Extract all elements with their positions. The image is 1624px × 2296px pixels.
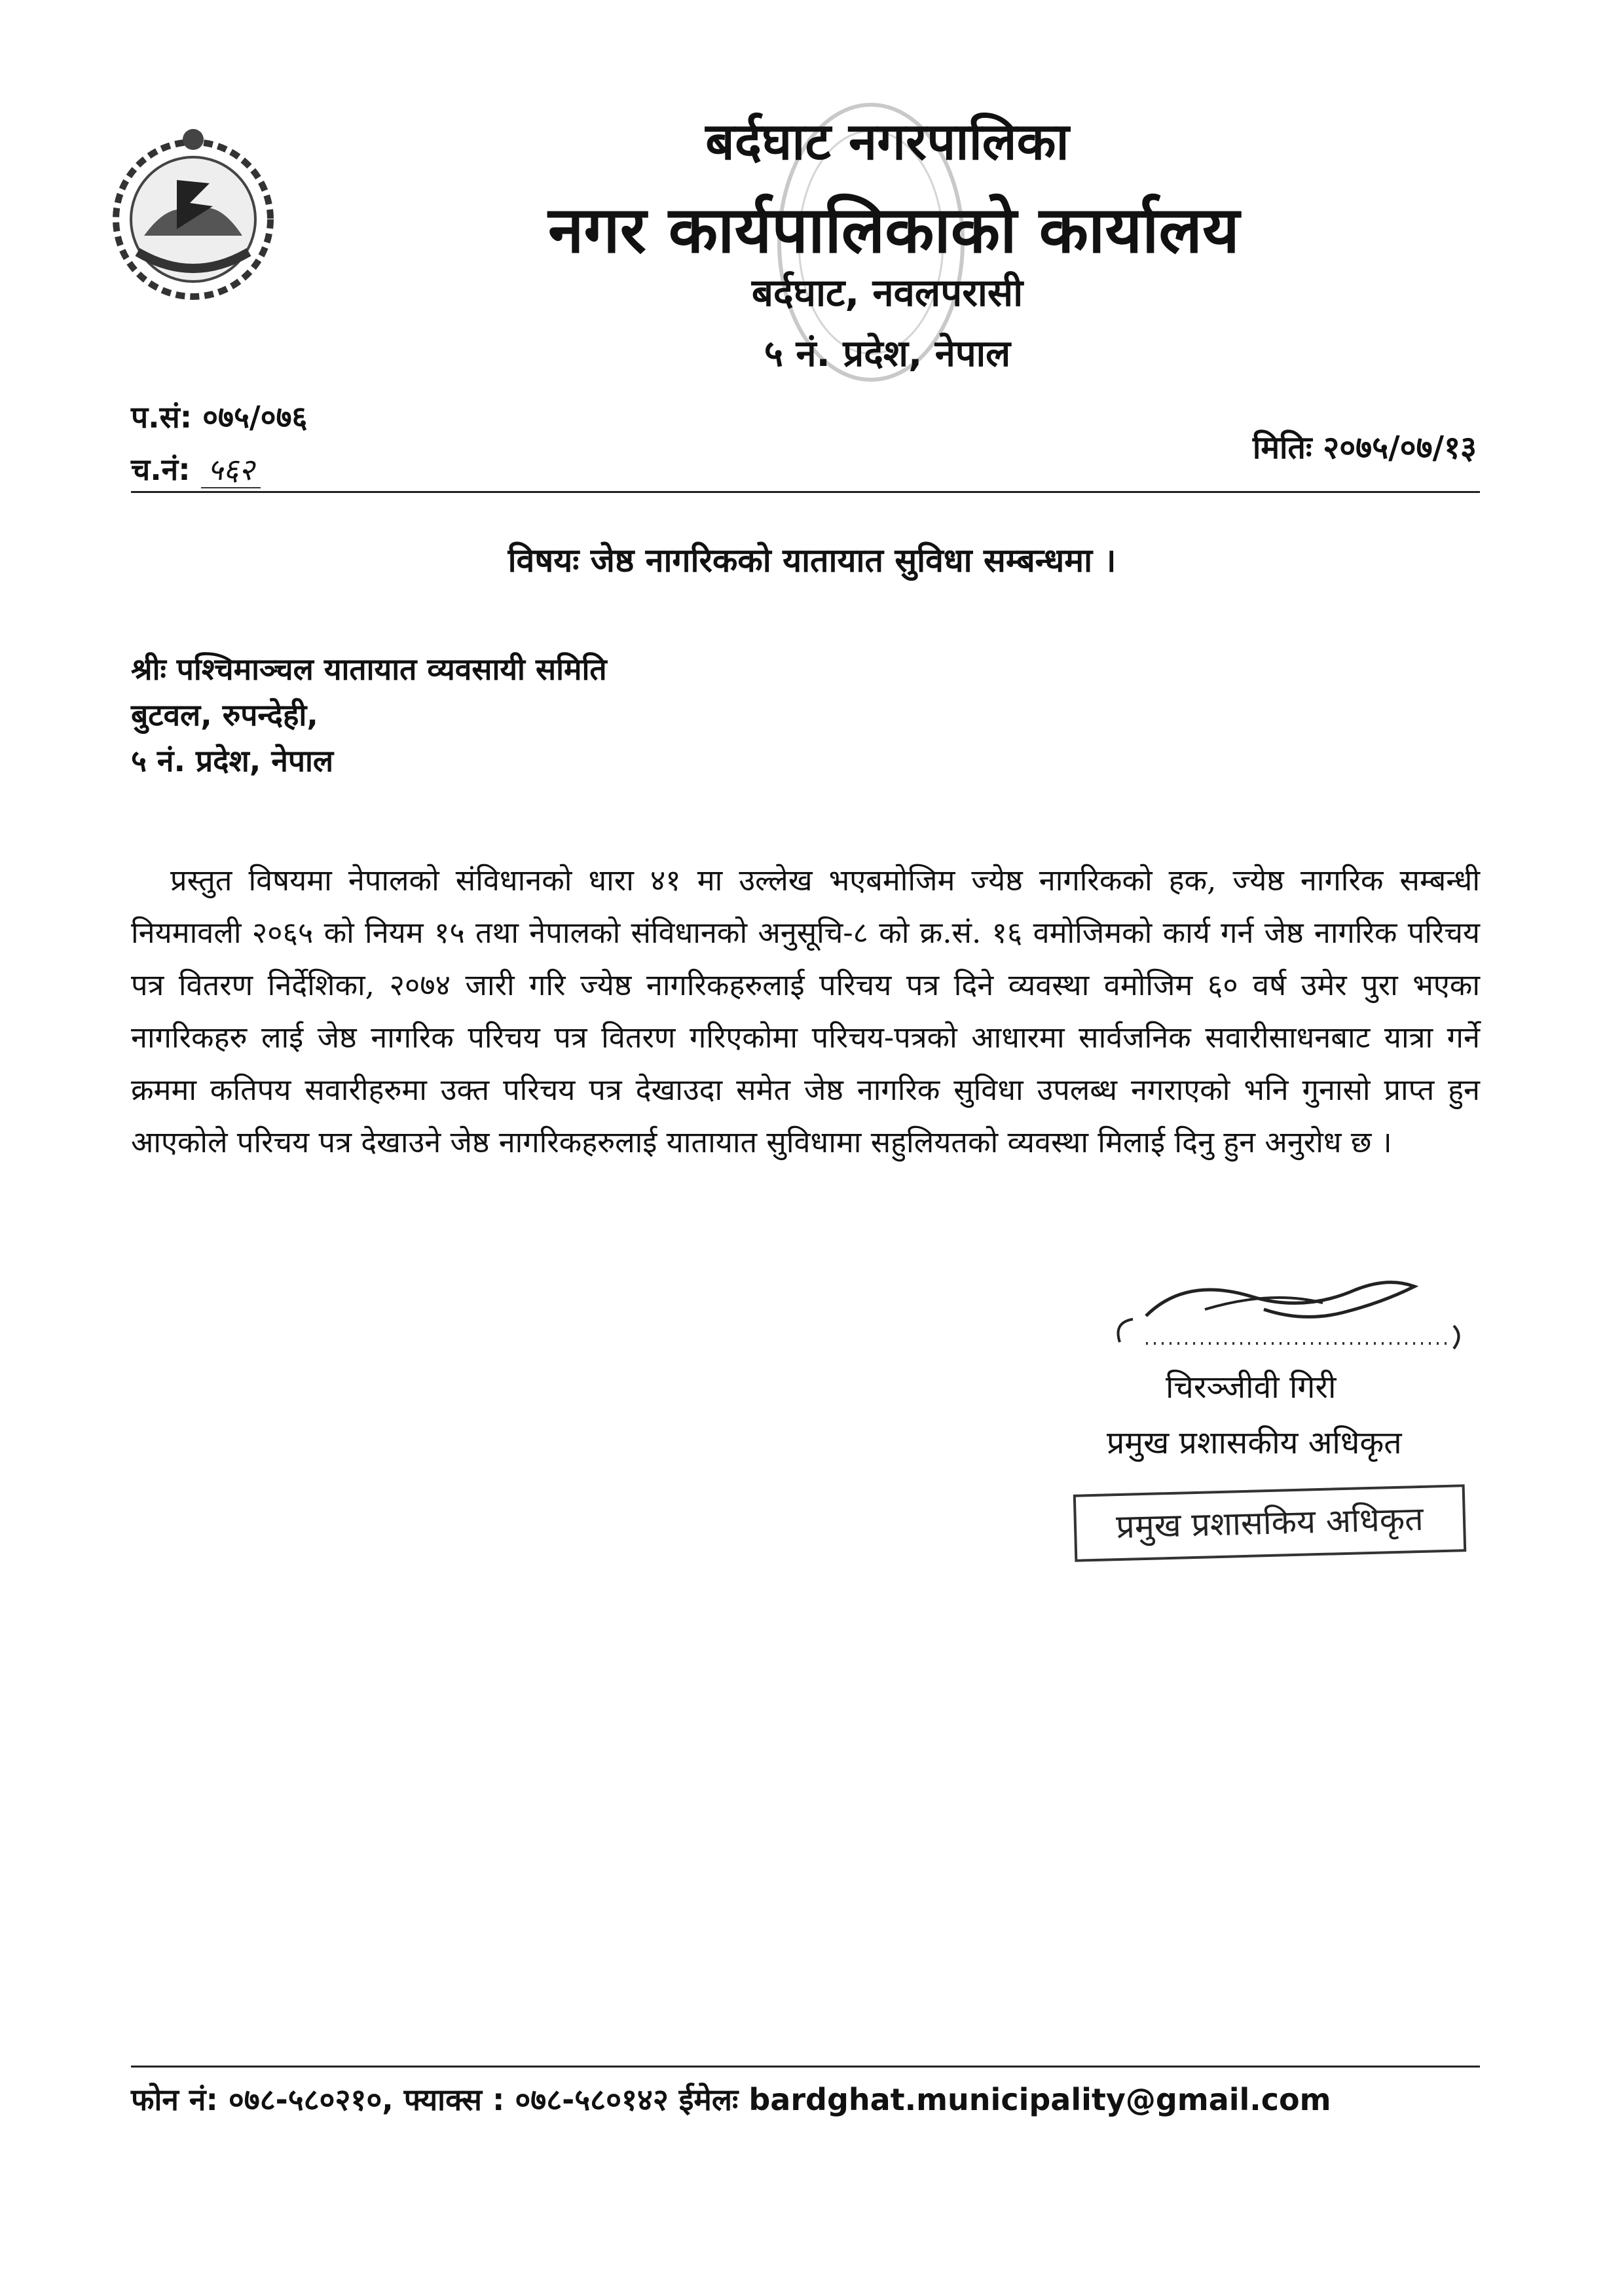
footer-phone-fax: फोन नं: ०७८-५८०२१०, फ्याक्स : ०७८-५८०१४२ ईमेलः	[131, 2082, 749, 2117]
footer-divider	[131, 2066, 1480, 2068]
footer-email: bardghat.municipality@gmail.com	[748, 2082, 1331, 2117]
municipality-name: बर्दघाट नगरपालिका	[705, 113, 1069, 172]
dispatch-number-value: ५६२	[201, 452, 261, 488]
letter-fiscal-year: प.सं: ०७५/०७६	[131, 399, 308, 435]
addressee-line-1: श्रीः पश्चिमाञ्चल यातायात व्यवसायी समिति	[131, 651, 607, 687]
dispatch-number	[131, 448, 261, 489]
office-location: बर्दघाट, नवलपरासी	[751, 270, 1024, 315]
letter-body: प्रस्तुत विषयमा नेपालको संविधानको धारा ४१ मा उल्लेख भएबमोजिम ज्येष्ठ नागरिकको हक, ज्येष्ठ नागरिक सम्बन्धी नियमावली २०६५ को नियम १५ तथा नेपालको संविधानको अनुसूचि-८ को क्र.सं. १६ वमोजिमको कार्य गर्न जेष्ठ नागरिक परिचय पत्र वितरण निर्देशिका, २०७४ जारी गरि ज्येष्ठ नागरिकहरुलाई परिचय पत्र दिने व्यवस्था वमोजिम ६० वर्ष उमेर पुरा भएका नागरिकहरु लाई जेष्ठ नागरिक परिचय पत्र वितरण गरिएकोमा परिचय-पत्रको आधारमा सार्वजनिक सवारीसाधनबाट यात्रा गर्ने क्रममा कतिपय सवारीहरुमा उक्त परिचय पत्र देखाउदा समेत जेष्ठ नागरिक सुविधा उपलब्ध नगराएको भनि गुनासो प्राप्त हुन आएकोले परिचय पत्र देखाउने जेष्ठ नागरिकहरुलाई यातायात सुविधामा सहुलियतको व्यवस्था मिलाई दिनु हुन अनुरोध छ ।	[131, 863, 1480, 1159]
signatory-name: चिरञ्जीवी गिरी	[1166, 1369, 1337, 1406]
signatory-title: प्रमुख प्रशासकीय अधिकृत	[1107, 1425, 1402, 1461]
addressee-line-2: बुटवल, रुपन्देही,	[131, 697, 318, 733]
office-province: ५ नं. प्रदेश, नेपाल	[764, 333, 1011, 375]
footer-contact	[131, 2079, 1331, 2119]
letter-subject: विषयः जेष्ठ नागरिकको यातायात सुविधा सम्बन्धमा ।	[507, 541, 1116, 579]
signature-mark	[1107, 1264, 1473, 1355]
header-divider	[131, 491, 1480, 493]
addressee-line-3: ५ नं. प्रदेश, नेपाल	[131, 743, 334, 778]
dispatch-number-label: च.नं:	[131, 452, 191, 487]
designation-stamp: प्रमुख प्रशासकिय अधिकृत	[1073, 1484, 1466, 1562]
office-name: नगर कार्यपालिकाको कार्यालय	[548, 193, 1240, 268]
letter-date: मितिः २०७५/०७/१३	[1252, 429, 1477, 466]
